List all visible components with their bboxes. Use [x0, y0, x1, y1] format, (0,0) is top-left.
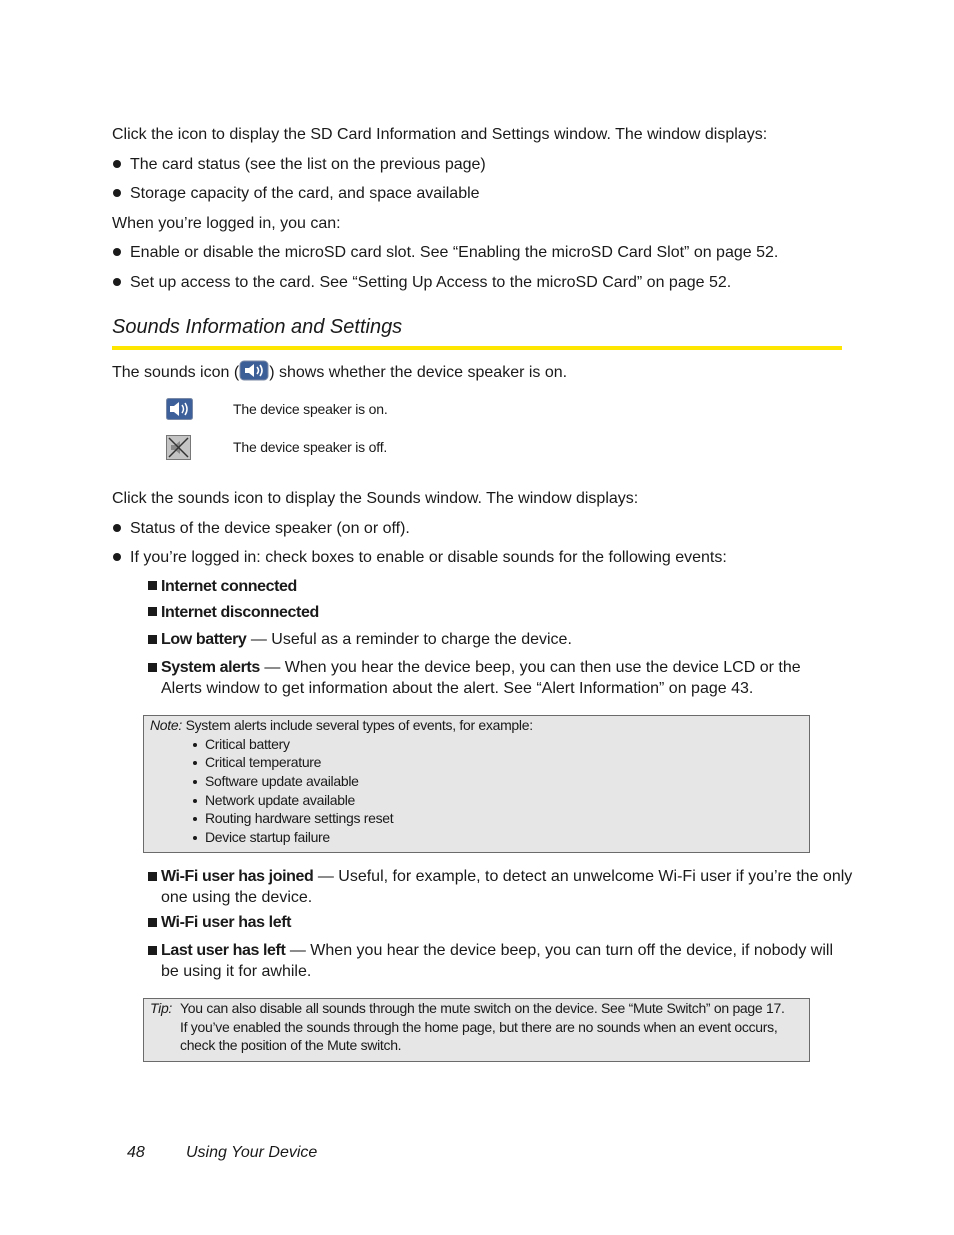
- bullet: [193, 799, 197, 803]
- bullet: [193, 780, 197, 784]
- note-label: Note:: [150, 717, 182, 733]
- square-bullet: [148, 581, 157, 590]
- sounds-icon-paragraph: [112, 360, 567, 383]
- event-item: Wi-Fi user has joined — Useful, for example, to detect an unwelcome Wi-Fi user if you’re the only: [161, 868, 853, 885]
- event-item-continuation: be using it for awhile.: [161, 963, 312, 980]
- speaker-on-icon: [239, 360, 269, 381]
- note-item: Critical temperature: [205, 754, 322, 770]
- event-item: Internet connected: [161, 578, 297, 595]
- list-item: Storage capacity of the card, and space available: [130, 185, 480, 202]
- note-text: System alerts include several types of events, for example:: [185, 717, 533, 733]
- list-item: Enable or disable the microSD card slot. See “Enabling the microSD Card Slot” on page 52.: [130, 244, 779, 261]
- click-sounds-paragraph: Click the sounds icon to display the Sounds window. The window displays:: [112, 490, 639, 507]
- bullet: [113, 248, 121, 256]
- note-item: Critical battery: [205, 736, 290, 752]
- list-item: Status of the device speaker (on or off).: [130, 520, 410, 537]
- list-item: Set up access to the card. See “Setting Up Access to the microSD Card” on page 52.: [130, 274, 732, 291]
- heading-rule: [112, 346, 842, 350]
- bullet: [113, 553, 121, 561]
- bullet: [193, 817, 197, 821]
- sounds-icon-text-after: ) shows whether the device speaker is on.: [269, 364, 568, 381]
- event-item: System alerts — When you hear the device beep, you can then use the device LCD or the: [161, 659, 801, 676]
- square-bullet: [148, 635, 157, 644]
- bullet: [193, 836, 197, 840]
- logged-in-paragraph: When you’re logged in, you can:: [112, 215, 341, 232]
- intro-paragraph: Click the icon to display the SD Card Information and Settings window. The window displays:: [112, 126, 768, 143]
- sounds-icon-text-before: The sounds icon (: [112, 364, 240, 381]
- event-item: Low battery — Useful as a reminder to charge the device.: [161, 631, 572, 648]
- note-item: Device startup failure: [205, 829, 330, 845]
- square-bullet: [148, 946, 157, 955]
- section-heading: Sounds Information and Settings: [112, 316, 403, 338]
- bullet: [193, 761, 197, 765]
- note-line: [150, 716, 533, 735]
- event-item: Wi-Fi user has left: [161, 914, 292, 931]
- speaker-on-description: The device speaker is on.: [233, 401, 388, 417]
- event-item: Internet disconnected: [161, 604, 319, 621]
- square-bullet: [148, 872, 157, 881]
- bullet: [113, 160, 121, 168]
- list-item: If you’re logged in: check boxes to enable or disable sounds for the following events:: [130, 549, 727, 566]
- square-bullet: [148, 663, 157, 672]
- tip-line: If you’ve enabled the sounds through the home page, but there are no sounds when an event occurs,: [180, 1019, 778, 1035]
- note-item: Network update available: [205, 792, 356, 808]
- page-number: 48: [127, 1144, 145, 1161]
- tip-line: You can also disable all sounds through the mute switch on the device. See “Mute Switch” on page 17.: [180, 1000, 785, 1016]
- event-item-continuation: Alerts window to get information about the alert. See “Alert Information” on page 43.: [161, 680, 754, 697]
- event-item-continuation: one using the device.: [161, 889, 313, 906]
- square-bullet: [148, 607, 157, 616]
- square-bullet: [148, 918, 157, 927]
- bullet: [193, 743, 197, 747]
- speaker-off-icon: [166, 435, 191, 460]
- bullet: [113, 524, 121, 532]
- tip-box: [143, 998, 810, 1062]
- event-item: Last user has left — When you hear the device beep, you can turn off the device, if nobody will: [161, 942, 833, 959]
- note-box: [143, 715, 810, 853]
- note-item: Routing hardware settings reset: [205, 810, 394, 826]
- footer-section-title: Using Your Device: [186, 1144, 318, 1161]
- bullet: [113, 189, 121, 197]
- speaker-on-icon: [166, 398, 193, 420]
- speaker-off-description: The device speaker is off.: [233, 439, 388, 455]
- tip-line: check the position of the Mute switch.: [180, 1037, 402, 1053]
- list-item: The card status (see the list on the previous page): [130, 156, 486, 173]
- tip-label: Tip:: [150, 1000, 173, 1016]
- note-item: Software update available: [205, 773, 359, 789]
- bullet: [113, 278, 121, 286]
